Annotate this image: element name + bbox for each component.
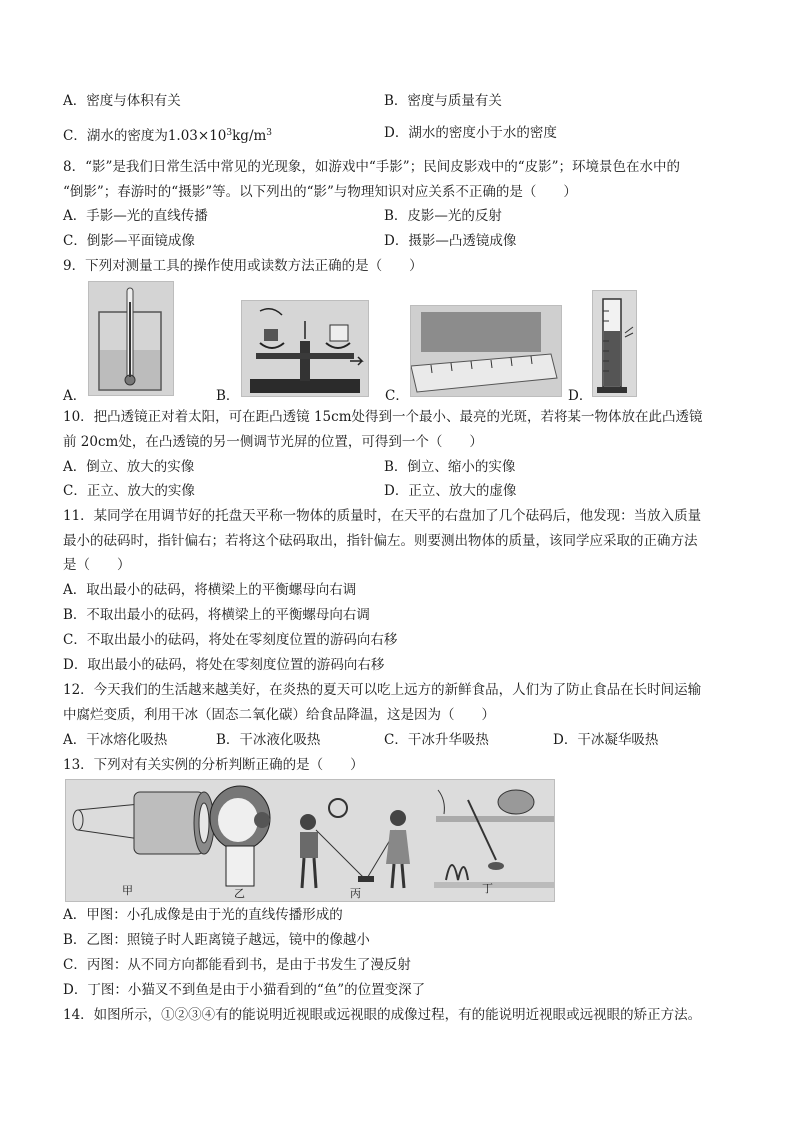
q10-option-b: B．倒立、缩小的实像	[384, 459, 516, 475]
q9-figure-a-thermometer	[88, 281, 174, 396]
q10-stem-line2: 前 20cm处，在凸透镜的另一侧调节光屏的位置，可得到一个（ ）	[63, 434, 483, 450]
balance-illustration	[242, 301, 368, 396]
q14-stem: 14．如图所示，①②③④有的能说明近视眼或远视眼的成像过程，有的能说明近视眼或远视眼的矫正方法。	[63, 1007, 702, 1023]
q11-option-d: D．取出最小的砝码，将处在零刻度位置的游码向右移	[63, 657, 385, 673]
q9-figure-d-cylinder	[592, 290, 637, 397]
q11-stem-line2: 最小的砝码时，指针偏右；若将这个砝码取出，指针偏左。则要测出物体的质量，该同学应采取的正确方法	[63, 533, 698, 549]
q7-option-d: D．湖水的密度小于水的密度	[384, 125, 557, 141]
q7-option-c-exp2: 3	[266, 128, 273, 138]
q7-option-a: A．密度与体积有关	[63, 93, 181, 109]
q10-stem-line1: 10．把凸透镜正对着太阳，可在距凸透镜 15cm处得到一个最小、最亮的光斑，若将某一物体放在此凸透镜	[63, 409, 703, 425]
q9-label-d: D．	[568, 388, 593, 404]
q13-fig-label-jia: 甲	[122, 884, 133, 897]
q11-option-c: C．不取出最小的砝码，将处在零刻度位置的游码向右移	[63, 632, 398, 648]
q10-option-d: D．正立、放大的虚像	[384, 483, 517, 499]
q12-stem-line1: 12．今天我们的生活越来越美好，在炎热的夏天可以吃上远方的新鲜食品，人们为了防止食品在长时间运输	[63, 682, 702, 698]
q13-option-c: C．丙图：从不同方向都能看到书，是由于书发生了漫反射	[63, 957, 411, 973]
q13-option-a: A．甲图：小孔成像是由于光的直线传播形成的	[63, 907, 343, 923]
q12-option-c: C．干冰升华吸热	[384, 732, 489, 748]
q12-option-a: A．干冰熔化吸热	[63, 732, 168, 748]
q9-figure-b-balance	[241, 300, 369, 397]
q7-option-c	[63, 124, 272, 145]
q11-stem-line3: 是（ ）	[63, 557, 131, 573]
q8-option-a: A．手影—光的直线传播	[63, 208, 208, 224]
q12-option-b: B．干冰液化吸热	[216, 732, 321, 748]
q11-option-b: B．不取出最小的砝码，将横梁上的平衡螺母向右调	[63, 607, 370, 623]
ruler-block-illustration	[411, 306, 561, 396]
q7-option-c-unit: kg/m	[232, 128, 267, 144]
q13-fig-label-bing: 丙	[350, 887, 361, 900]
q9-label-b: B．	[216, 388, 240, 404]
q12-option-d: D．干冰凝华吸热	[553, 732, 659, 748]
q8-option-b: B．皮影—光的反射	[384, 208, 502, 224]
q13-option-b: B．乙图：照镜子时人距离镜子越远，镜中的像越小	[63, 932, 370, 948]
q10-option-a: A．倒立、放大的实像	[63, 459, 195, 475]
q7-option-c-text: C．湖水的密度为1.03×10	[63, 128, 227, 144]
q9-label-c: C．	[385, 388, 409, 404]
thermometer-beaker-illustration	[89, 282, 173, 395]
q11-stem-line1: 11．某同学在用调节好的托盘天平称一物体的质量时，在天平的右盘加了几个砝码后，他发现：当放入质量	[63, 508, 702, 524]
cat-fishing-drawing	[434, 790, 554, 888]
cylinder-illustration	[593, 291, 636, 396]
q8-option-d: D．摄影—凸透镜成像	[384, 233, 517, 249]
q9-figure-c-ruler	[410, 305, 562, 397]
q13-fig-label-ding: 丁	[482, 882, 493, 895]
q12-stem-line2: 中腐烂变质，利用干冰（固态二氧化碳）给食品降温，这是因为（ ）	[63, 707, 495, 723]
q13-option-d: D．丁图：小猫叉不到鱼是由于小猫看到的“鱼”的位置变深了	[63, 982, 426, 998]
optics-examples-illustration	[66, 780, 554, 901]
q9-stem: 9．下列对测量工具的操作使用或读数方法正确的是（ ）	[63, 258, 423, 274]
q13-stem: 13．下列对有关实例的分析判断正确的是（ ）	[63, 757, 364, 773]
q8-stem-line2: “倒影”；春游时的“摄影”等。以下列出的“影”与物理知识对应关系不正确的是（ ）	[63, 184, 577, 200]
q13-fig-label-yi: 乙	[234, 887, 245, 900]
q8-stem-line1: 8．“影”是我们日常生活中常见的光现象，如游戏中“手影”；民间皮影戏中的“皮影”；环境景色在水中的	[63, 159, 680, 175]
q7-option-c-exp: 3	[226, 128, 233, 138]
q13-figure-strip	[65, 779, 555, 902]
q7-option-b: B．密度与质量有关	[384, 93, 502, 109]
q9-label-a: A．	[63, 388, 87, 404]
students-book-drawing	[300, 799, 410, 888]
q11-option-a: A．取出最小的砝码，将横梁上的平衡螺母向右调	[63, 582, 357, 598]
q10-option-c: C．正立、放大的实像	[63, 483, 195, 499]
pinhole-camera-drawing	[73, 792, 214, 854]
q8-option-c: C．倒影—平面镜成像	[63, 233, 195, 249]
girl-mirror-drawing	[210, 786, 270, 886]
